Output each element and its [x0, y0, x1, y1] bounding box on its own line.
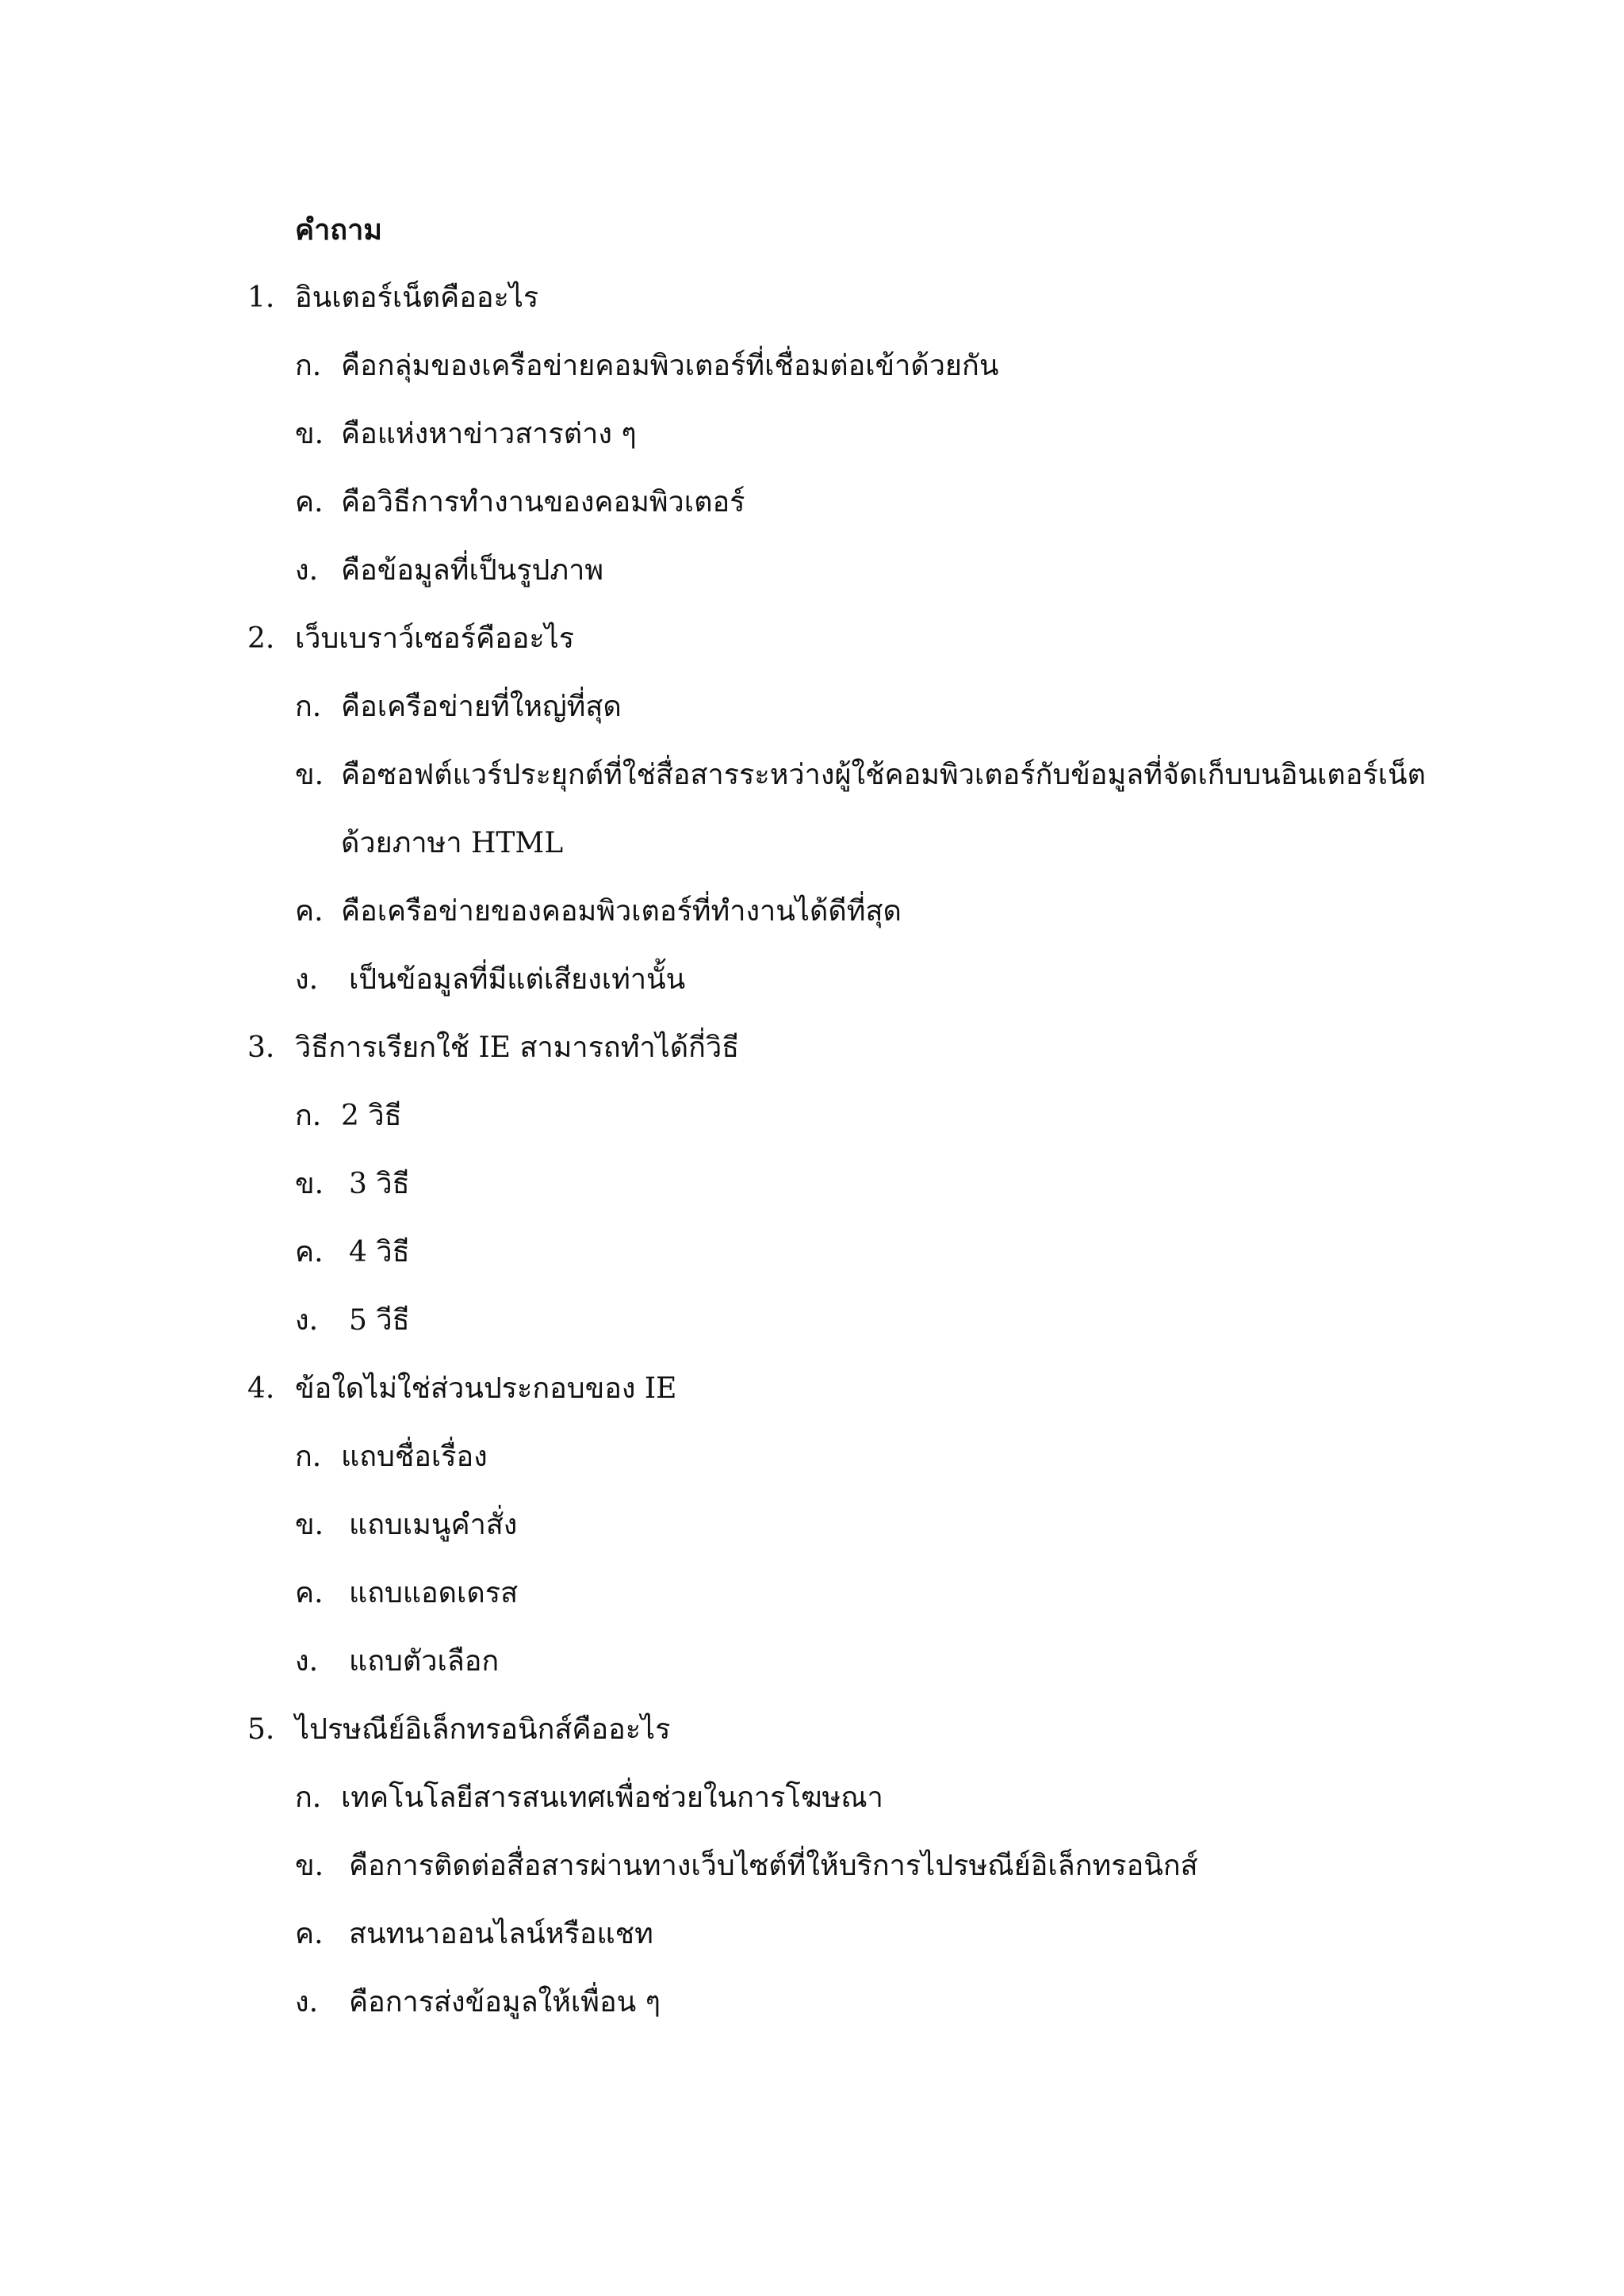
question-2-number: 2. [247, 622, 275, 655]
question-4-option-a-mark: ก. [295, 1441, 322, 1473]
question-1-option-d-mark: ง. [295, 554, 319, 587]
question-1-option-d-text: คือข้อมูลที่เป็นรูปภาพ [341, 554, 604, 587]
question-3-option-b-mark: ข. [295, 1168, 324, 1200]
question-3-option-c-text: 4 วิธี [349, 1236, 410, 1269]
question-4-option-c-mark: ค. [295, 1577, 324, 1609]
question-4-option-d-text: แถบตัวเลือก [349, 1645, 500, 1678]
question-2-option-d-mark: ง. [295, 963, 319, 996]
question-1-text: อินเตอร์เน็ตคืออะไร [295, 281, 539, 314]
question-3-number: 3. [247, 1031, 275, 1064]
question-5-number: 5. [247, 1713, 275, 1746]
question-4-option-b-text: แถบเมนูคำสั่ง [349, 1509, 518, 1541]
question-1-option-b-mark: ข. [295, 418, 324, 450]
question-1-option-c-text: คือวิธีการทำงานของคอมพิวเตอร์ [341, 486, 745, 519]
question-4-text: ข้อใดไม่ใช่ส่วนประกอบของ IE [295, 1372, 677, 1405]
question-2-option-d-text: เป็นข้อมูลที่มีแต่เสียงเท่านั้น [349, 963, 686, 996]
question-3-option-d-mark: ง. [295, 1304, 319, 1337]
question-5-option-b-mark: ข. [295, 1850, 324, 1882]
question-1-option-a-text: คือกลุ่มของเครือข่ายคอมพิวเตอร์ที่เชื่อมต่อเข้าด้วยกัน [341, 350, 999, 382]
question-1-option-a-mark: ก. [295, 350, 322, 382]
question-2-option-b-text: คือซอฟต์แวร์ประยุกต์ที่ใช่สื่อสารระหว่างผู้ใช้คอมพิวเตอร์กับข้อมูลที่จัดเก็บบนอินเตอร์เน็ต [341, 759, 1427, 791]
question-5-option-a-mark: ก. [295, 1781, 322, 1814]
question-5-option-c-text: สนทนาออนไลน์หรือแชท [349, 1918, 653, 1950]
question-2-option-a-text: คือเครือข่ายที่ใหญ่ที่สุด [341, 691, 622, 723]
question-5-option-d-mark: ง. [295, 1986, 319, 2019]
question-1-option-b-text: คือแห่งหาข่าวสารต่าง ๆ [341, 418, 637, 450]
question-2-option-a-mark: ก. [295, 691, 322, 723]
question-3-option-d-text: 5 วีธี [349, 1304, 410, 1337]
question-4-number: 4. [247, 1372, 275, 1405]
question-5-text: ไปรษณีย์อิเล็กทรอนิกส์คืออะไร [295, 1713, 671, 1746]
question-2-option-b-continuation: ด้วยภาษา HTML [341, 827, 564, 859]
question-3-option-b-text: 3 วิธี [349, 1168, 410, 1200]
page-heading: คำถาม [295, 213, 383, 247]
question-3-option-a-text: 2 วิธี [341, 1100, 402, 1132]
question-5-option-b-text: คือการติดต่อสื่อสารผ่านทางเว็บไซต์ที่ให้บริการไปรษณีย์อิเล็กทรอนิกส์ [349, 1850, 1198, 1882]
question-1-option-c-mark: ค. [295, 486, 324, 519]
question-4-option-a-text: แถบชื่อเรื่อง [341, 1441, 488, 1473]
question-4-option-c-text: แถบแอดเดรส [349, 1577, 519, 1609]
question-3-option-a-mark: ก. [295, 1100, 322, 1132]
question-5-option-c-mark: ค. [295, 1918, 324, 1950]
question-1-number: 1. [247, 281, 275, 314]
question-4-option-b-mark: ข. [295, 1509, 324, 1541]
question-3-option-c-mark: ค. [295, 1236, 324, 1269]
question-2-option-b-mark: ข. [295, 759, 324, 791]
question-4-option-d-mark: ง. [295, 1645, 319, 1678]
question-2-text: เว็บเบราว์เซอร์คืออะไร [295, 622, 575, 655]
question-2-option-c-text: คือเครือข่ายของคอมพิวเตอร์ที่ทำงานได้ดีที่สุด [341, 895, 902, 928]
question-5-option-d-text: คือการส่งข้อมูลให้เพื่อน ๆ [349, 1986, 661, 2019]
question-5-option-a-text: เทคโนโลยีสารสนเทศเพื่อช่วยในการโฆษณา [341, 1781, 883, 1814]
question-2-option-c-mark: ค. [295, 895, 324, 928]
question-3-text: วิธีการเรียกใช้ IE สามารถทำได้กี่วิธี [295, 1031, 740, 1064]
